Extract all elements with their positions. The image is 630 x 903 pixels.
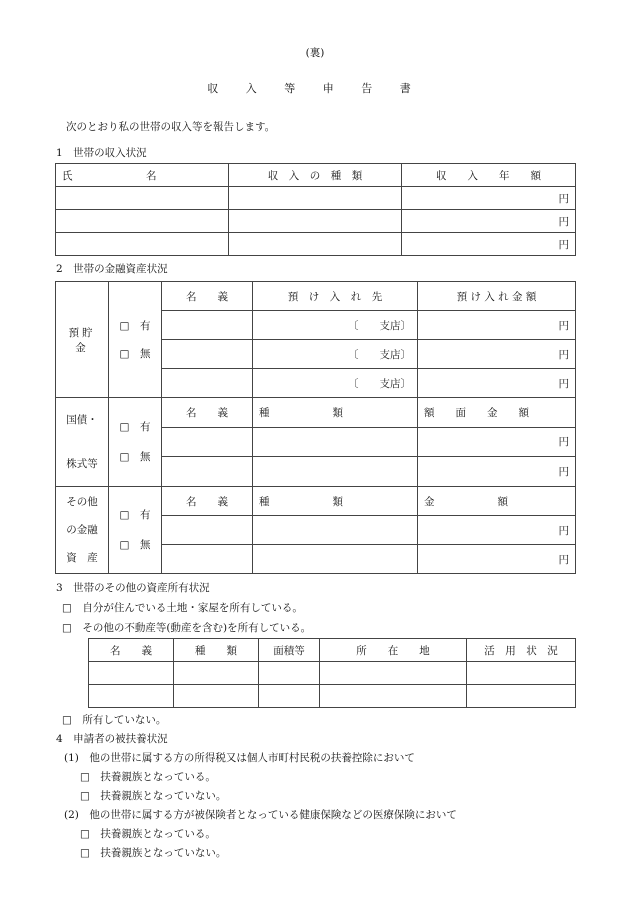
deposit-yes-checkbox[interactable]: □ 有 [119,319,151,332]
income-type-field[interactable] [229,187,402,210]
property-location-field[interactable] [320,662,467,685]
property-usage-field[interactable] [467,685,576,708]
deposit-holder-header: 名 義 [162,282,253,311]
deposit-branch-field[interactable]: 〔 支店〕 [253,369,418,398]
income-amount-field[interactable]: 円 [402,210,576,233]
tax-dependent-yes-option[interactable]: □ 扶養親族となっている。 [80,771,216,783]
other-amount-field[interactable]: 円 [418,545,576,574]
insurance-dependent-no-option[interactable]: □ 扶養親族となっていない。 [80,847,227,859]
bonds-type-field[interactable] [253,427,418,457]
property-type-field[interactable] [174,662,259,685]
side-label: (裏) [305,47,325,59]
table-row [89,685,576,708]
deposit-branch-field[interactable]: 〔 支店〕 [253,311,418,340]
property-usage-header: 活 用 状 況 [467,639,576,662]
col-name-header: 氏 名 [56,164,229,187]
table-row [56,187,576,210]
insurance-dependent-item: (2) 他の世帯に属する方が被保険者となっている健康保険などの医療保険において [64,809,457,821]
deposit-holder-field[interactable] [162,369,253,398]
income-table [55,163,576,256]
bonds-type-header: 種 類 [253,398,418,428]
deposit-checkboxes [109,282,162,398]
insurance-dependent-yes-option[interactable]: □ 扶養親族となっている。 [80,828,216,840]
deposit-amount-field[interactable]: 円 [418,340,576,369]
bonds-checkboxes [109,398,162,487]
section3-heading: 3 世帯のその他の資産所有状況 [56,582,210,594]
deposit-amount-field[interactable]: 円 [418,369,576,398]
other-amount-header: 金 額 [418,487,576,516]
income-amount-field[interactable]: 円 [402,233,576,256]
deposit-amount-header: 預 け 入 れ 金 額 [418,282,576,311]
income-type-field[interactable] [229,233,402,256]
other-holder-field[interactable] [162,516,253,545]
other-assets-label [56,487,109,574]
table-row [56,210,576,233]
bonds-holder-field[interactable] [162,427,253,457]
name-field[interactable] [56,233,229,256]
bonds-amount-header: 額 面 金 額 [418,398,576,428]
deposit-holder-field[interactable] [162,311,253,340]
other-amount-field[interactable]: 円 [418,516,576,545]
deposit-label: 預貯金 [56,282,109,398]
table-row [56,233,576,256]
other-label-line3: 資 産 [66,552,98,564]
tax-dependent-item: (1) 他の世帯に属する方の所得税又は個人市町村民税の扶養控除において [64,752,415,764]
bonds-amount-field[interactable]: 円 [418,427,576,457]
land-house-option[interactable]: □ 自分が住んでいる土地・家屋を所有している。 [62,602,303,614]
other-holder-header: 名 義 [162,487,253,516]
financial-assets-table [55,281,576,574]
deposit-amount-field[interactable]: 円 [418,311,576,340]
bonds-holder-header: 名 義 [162,398,253,428]
section1-heading: 1 世帯の収入状況 [56,147,147,159]
bonds-label-line1: 国債・ [66,414,98,426]
property-holder-header: 名 義 [89,639,174,662]
section2-heading: 2 世帯の金融資産状況 [56,263,168,275]
tax-dependent-no-option[interactable]: □ 扶養親族となっていない。 [80,790,227,802]
property-table [88,638,576,708]
name-field[interactable] [56,187,229,210]
table-row [89,662,576,685]
no-property-option[interactable]: □ 所有していない。 [62,714,167,726]
bonds-label [56,398,109,487]
section4-heading: 4 申請者の被扶養状況 [56,733,168,745]
property-type-header: 種 類 [174,639,259,662]
other-property-option[interactable]: □ その他の不動産等(動産を含む)を所有している。 [62,622,312,634]
bonds-no-checkbox[interactable]: □ 無 [119,451,151,463]
other-checkboxes [109,487,162,574]
property-area-header: 面積等 [259,639,320,662]
property-usage-field[interactable] [467,662,576,685]
other-type-field[interactable] [253,545,418,574]
income-amount-field[interactable]: 円 [402,187,576,210]
other-type-header: 種 類 [253,487,418,516]
bonds-amount-field[interactable]: 円 [418,457,576,487]
other-no-checkbox[interactable]: □ 無 [119,539,151,551]
property-location-header: 所 在 地 [320,639,467,662]
other-holder-field[interactable] [162,545,253,574]
property-holder-field[interactable] [89,685,174,708]
bonds-type-field[interactable] [253,457,418,487]
bonds-holder-field[interactable] [162,457,253,487]
col-income-type-header: 収 入 の 種 類 [229,164,402,187]
deposit-branch-field[interactable]: 〔 支店〕 [253,340,418,369]
other-type-field[interactable] [253,516,418,545]
property-location-field[interactable] [320,685,467,708]
deposit-no-checkbox[interactable]: □ 無 [119,347,151,360]
intro-text: 次のとおり私の世帯の収入等を報告します。 [66,121,276,133]
deposit-bank-header: 預 け 入 れ 先 [253,282,418,311]
name-field[interactable] [56,210,229,233]
property-holder-field[interactable] [89,662,174,685]
page-title: 収 入 等 申 告 書 [207,82,423,95]
other-label-line2: の金融 [66,524,98,536]
other-yes-checkbox[interactable]: □ 有 [119,509,151,521]
deposit-holder-field[interactable] [162,340,253,369]
property-area-field[interactable] [259,685,320,708]
bonds-label-line2: 株式等 [66,458,98,470]
income-type-field[interactable] [229,210,402,233]
col-income-amount-header: 収 入 年 額 [402,164,576,187]
bonds-yes-checkbox[interactable]: □ 有 [119,421,151,433]
other-label-line1: その他 [66,496,98,508]
property-type-field[interactable] [174,685,259,708]
property-area-field[interactable] [259,662,320,685]
